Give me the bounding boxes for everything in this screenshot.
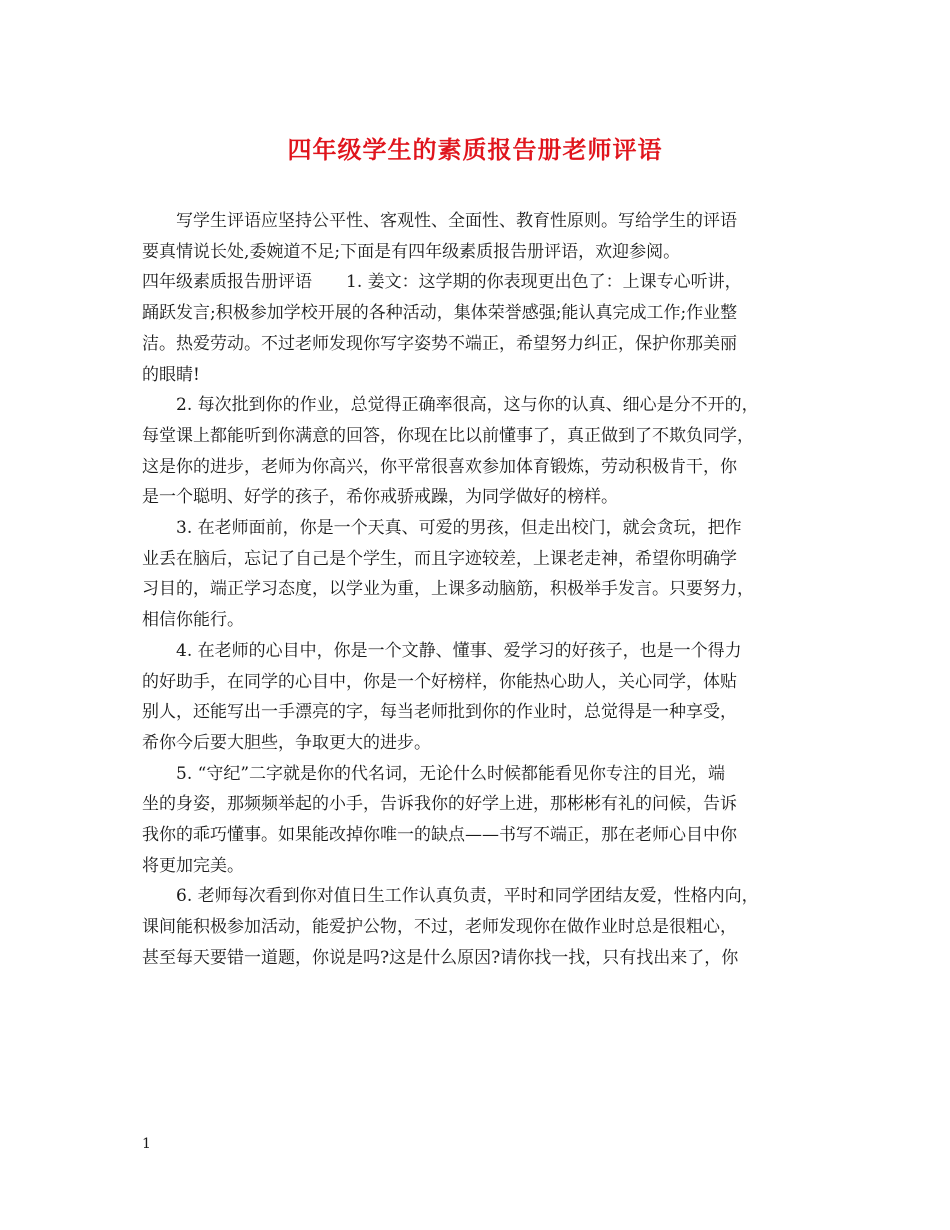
page-number: 1 [142, 1136, 151, 1152]
text-line: 2. 每次批到你的作业，总觉得正确率很高，这与你的认真、细心是分不开的， [176, 395, 759, 416]
text-line: 四年级素质报告册评语 1. 姜文：这学期的你表现更出色了：上课专心听讲， [142, 272, 742, 293]
text-line: 习目的，端正学习态度，以学业为重，上课多动脑筋，积极举手发言。只要努力， [142, 579, 754, 600]
text-line: 业丢在脑后，忘记了自己是个学生，而且字迹较差，上课老走神，希望你明确学 [142, 548, 737, 569]
text-line: 将更加完美。 [142, 855, 244, 876]
document-body [142, 206, 816, 974]
text-line: 4. 在老师的心目中，你是一个文静、懂事、爱学习的好孩子，也是一个得力 [176, 640, 742, 661]
text-line: 这是你的进步，老师为你高兴，你平常很喜欢参加体育锻炼，劳动积极肯干，你 [142, 456, 737, 477]
text-line: 相信你能行。 [142, 610, 244, 631]
text-line: 别人，还能写出一手漂亮的字，每当老师批到你的作业时，总觉得是一种享受， [142, 702, 737, 723]
text-line: 3. 在老师面前，你是一个天真、可爱的男孩，但走出校门，就会贪玩，把作 [176, 518, 742, 539]
text-line: 课间能积极参加活动，能爱护公物，不过，老师发现你在做作业时总是很粗心， [142, 917, 737, 938]
text-line: 的眼睛! [142, 364, 200, 385]
text-line: 洁。热爱劳动。不过老师发现你写字姿势不端正，希望努力纠正，保护你那美丽 [142, 333, 737, 354]
page-title: 四年级学生的素质报告册老师评语 [287, 135, 663, 164]
text-line: 希你今后要大胆些，争取更大的进步。 [142, 732, 431, 753]
text-line: 的好助手，在同学的心目中，你是一个好榜样，你能热心助人，关心同学，体贴 [142, 671, 737, 692]
text-line: 5. “守纪”二字就是你的代名词，无论什么时候都能看见你专注的目光，端 [176, 763, 726, 784]
text-line: 我你的乖巧懂事。如果能改掉你唯一的缺点——书写不端正，那在老师心目中你 [142, 825, 737, 846]
text-line: 是一个聪明、好学的孩子，希你戒骄戒躁，为同学做好的榜样。 [142, 487, 618, 508]
text-line: 6. 老师每次看到你对值日生工作认真负责，平时和同学团结友爱，性格内向， [176, 886, 759, 907]
text-line: 写学生评语应坚持公平性、客观性、全面性、教育性原则。写给学生的评语 [176, 211, 737, 231]
text-line: 甚至每天要错一道题，你说是吗?这是什么原因?请你找一找，只有找出来了，你 [142, 947, 739, 968]
text-line: 坐的身姿，那频频举起的小手，告诉我你的好学上进，那彬彬有礼的问候，告诉 [142, 794, 737, 815]
text-line: 每堂课上都能听到你满意的回答，你现在比以前懂事了，真正做到了不欺负同学， [142, 425, 754, 446]
text-line: 要真情说长处,委婉道不足;下面是有四年级素质报告册评语，欢迎参阅。 [142, 241, 681, 262]
text-line: 踊跃发言;积极参加学校开展的各种活动，集体荣誉感强;能认真完成工作;作业整 [142, 303, 738, 324]
